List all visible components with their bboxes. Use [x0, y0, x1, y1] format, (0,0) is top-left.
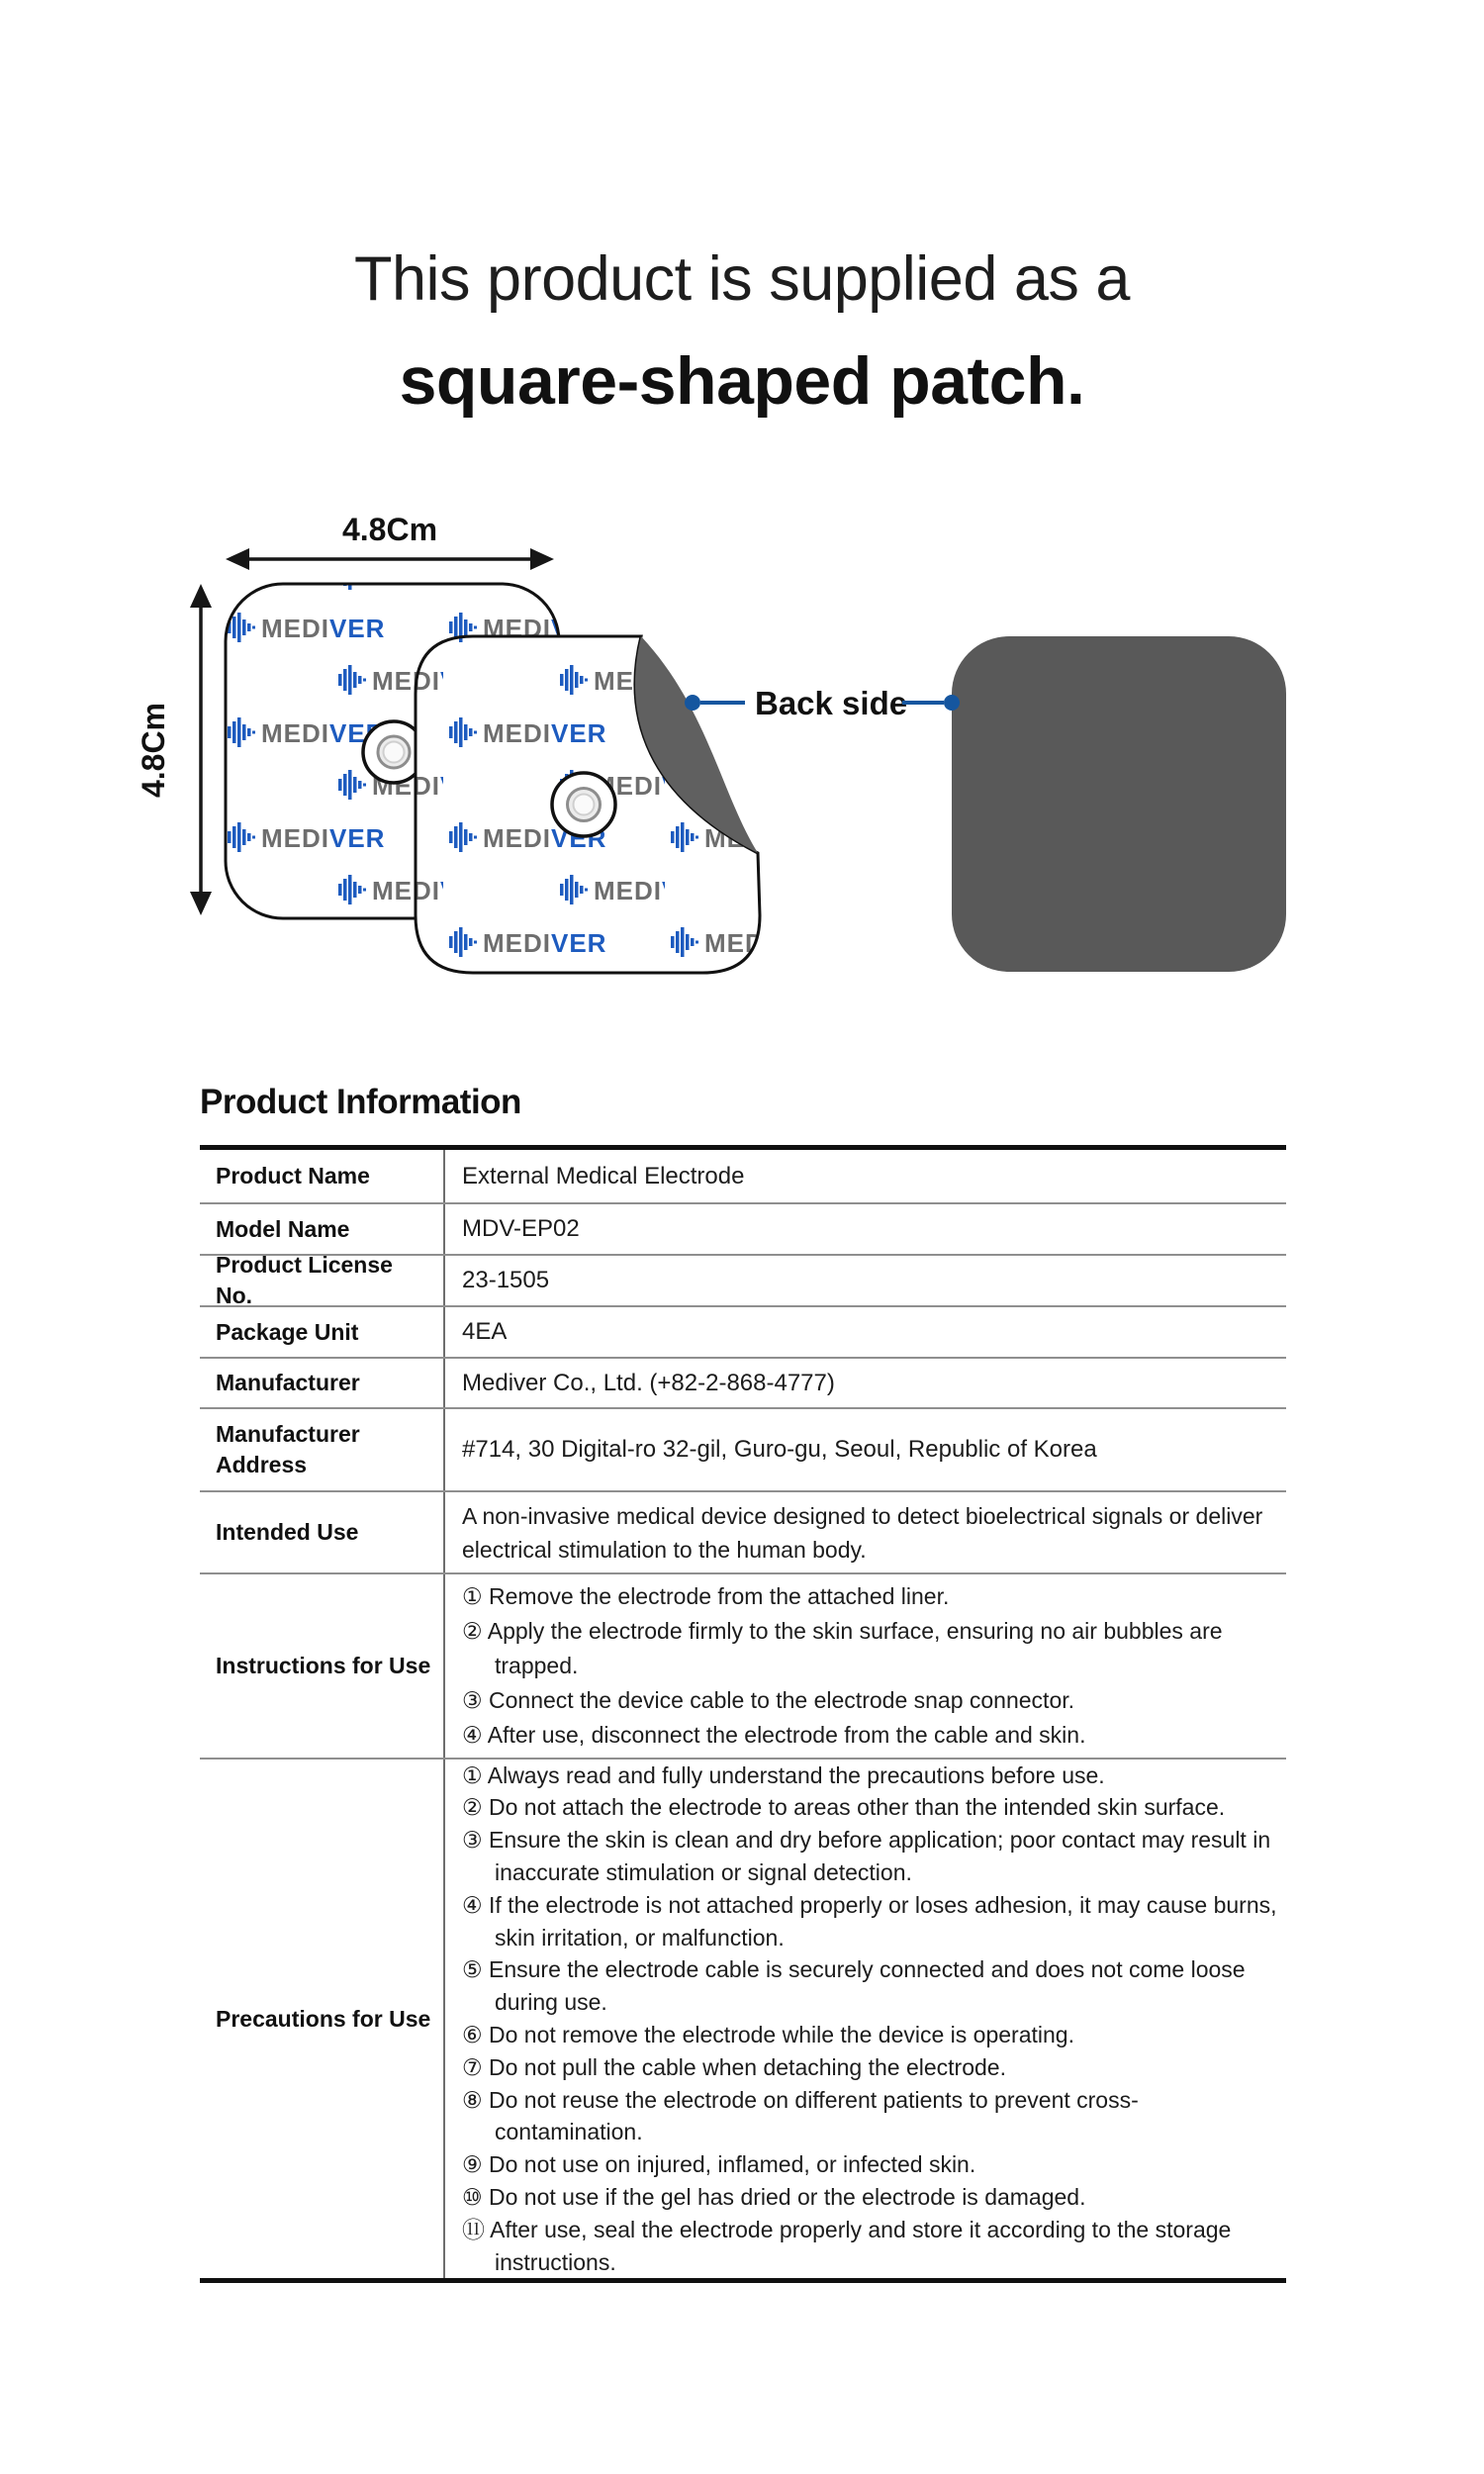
row-label: Model Name — [200, 1204, 445, 1254]
list-item: ② Apply the electrode firmly to the skin surface, ensuring no air bubbles are trapped. — [462, 1618, 1223, 1678]
table-row-model-name — [200, 1202, 1286, 1254]
row-value: A non-invasive medical device designed to detect bioelectrical signals or deliver electrical stimulation to the human body. — [462, 1502, 1263, 1563]
table-row-manufacturer-address — [200, 1407, 1286, 1490]
row-value: Mediver Co., Ltd. (+82-2-868-4777) — [462, 1369, 835, 1396]
table-row-product-name — [200, 1150, 1286, 1202]
row-value: External Medical Electrode — [462, 1162, 745, 1189]
width-dimension-arrow — [226, 548, 554, 570]
arrow-right-icon — [530, 548, 554, 570]
electrode-diagram — [0, 495, 1484, 1009]
width-dimension-label: 4.8Cm — [341, 512, 438, 547]
list-item: ⑥ Do not remove the electrode while the device is operating. — [462, 2022, 1074, 2047]
arrow-up-icon — [190, 584, 212, 608]
table-row-instructions-for-use — [200, 1572, 1286, 1758]
height-dimension-label: 4.8Cm — [136, 702, 171, 799]
electrode-back-side — [952, 636, 1286, 972]
row-label: Product Name — [200, 1150, 445, 1202]
title-line-1: This product is supplied as a — [354, 244, 1130, 314]
row-label: Manufacturer Address — [200, 1409, 445, 1490]
arrow-left-icon — [226, 548, 249, 570]
row-value: 4EA — [462, 1318, 508, 1345]
list-item: ⑤ Ensure the electrode cable is securely connected and does not come loose during use. — [462, 1956, 1246, 2016]
row-label: Intended Use — [200, 1492, 445, 1572]
precautions-list — [445, 1760, 1286, 2278]
back-side-callout — [685, 685, 960, 721]
callout-dot-left — [685, 695, 700, 711]
table-row-manufacturer — [200, 1357, 1286, 1407]
table-row-product-license — [200, 1252, 1286, 1308]
list-item: ⑪ After use, seal the electrode properly and store it according to the storage instructions. — [462, 2216, 1232, 2275]
snap-connector — [552, 773, 615, 836]
product-information-table — [200, 1145, 1286, 2283]
list-item: ⑩ Do not use if the gel has dried or the electrode is damaged. — [462, 2183, 1086, 2210]
height-dimension-arrow — [190, 584, 212, 915]
row-label: Manufacturer — [200, 1359, 445, 1407]
list-item: ③ Connect the device cable to the electrode snap connector. — [462, 1687, 1075, 1713]
table-row-package-unit — [200, 1305, 1286, 1357]
table-row-intended-use — [200, 1490, 1286, 1572]
row-label: Instructions for Use — [200, 1574, 445, 1758]
row-label: Product License No. — [200, 1256, 445, 1305]
list-item: ② Do not attach the electrode to areas other than the intended skin surface. — [462, 1794, 1226, 1821]
list-item: ⑧ Do not reuse the electrode on different patients to prevent cross-contamination. — [462, 2086, 1139, 2145]
callout-dot-right — [944, 695, 960, 711]
list-item: ① Always read and fully understand the precautions before use. — [462, 1761, 1105, 1788]
row-label: Package Unit — [200, 1307, 445, 1357]
list-item: ⑨ Do not use on injured, inflamed, or infected skin. — [462, 2151, 976, 2178]
row-value: MDV-EP02 — [462, 1215, 580, 1242]
list-item: ⑦ Do not pull the cable when detaching the electrode. — [462, 2053, 1006, 2080]
title-line-2: square-shaped patch. — [399, 343, 1085, 419]
list-item: ① Remove the electrode from the attached liner. — [462, 1583, 950, 1609]
row-value: 23-1505 — [462, 1267, 550, 1293]
table-row-precautions-for-use — [200, 1758, 1286, 2278]
row-label: Precautions for Use — [200, 1760, 445, 2278]
back-side-label: Back side — [755, 685, 908, 721]
section-heading: Product Information — [200, 1083, 521, 1121]
list-item: ③ Ensure the skin is clean and dry before application; poor contact may result in inaccurate stimulation or signal detection. — [462, 1827, 1271, 1886]
list-item: ④ If the electrode is not attached properly or loses adhesion, it may cause burns, skin irritation, or malfunction. — [462, 1891, 1277, 1951]
list-item: ④ After use, disconnect the electrode from the cable and skin. — [462, 1722, 1086, 1748]
instructions-list — [445, 1574, 1286, 1758]
row-value: #714, 30 Digital-ro 32-gil, Guro-gu, Seoul, Republic of Korea — [462, 1436, 1097, 1463]
arrow-down-icon — [190, 892, 212, 915]
